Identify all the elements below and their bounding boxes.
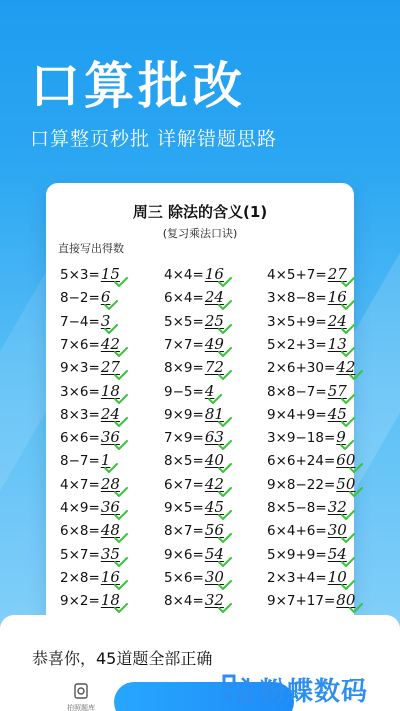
watermark-text: 粉蝶数码 — [260, 676, 369, 707]
problem-equation: 5×9+9= — [267, 546, 327, 563]
handwritten-answer: 48 — [100, 521, 120, 540]
handwritten-answer: 42 — [100, 334, 120, 353]
problem-item — [164, 399, 232, 423]
problem-equation: 6×6+24= — [267, 453, 336, 470]
problem-equation: 5×2+3= — [267, 336, 327, 353]
problem-equation: 4×9= — [60, 500, 100, 516]
problem-equation: 4×5+7= — [267, 267, 327, 283]
problem-equation: 4×4= — [164, 267, 204, 283]
handwritten-answer: 80 — [336, 591, 356, 610]
handwritten-answer: 32 — [327, 498, 347, 516]
handwritten-answer: 4 — [204, 381, 215, 400]
problem-item — [60, 445, 118, 469]
problem-equation: 5×3= — [60, 267, 100, 283]
handwritten-answer: 57 — [327, 381, 347, 400]
problem-item — [60, 515, 128, 539]
problem-equation: 3×5+9= — [267, 313, 327, 330]
problem-equation: 3×8−8= — [267, 290, 327, 307]
hero-subtitle: 口算整页秒批 详解错题思路 — [30, 128, 278, 150]
handwritten-answer: 24 — [327, 311, 347, 330]
photo-question-bank-icon[interactable] — [70, 683, 92, 699]
problem-equation: 3×6= — [60, 383, 100, 400]
problem-equation: 9×9= — [164, 406, 204, 423]
handwritten-answer: 81 — [204, 404, 224, 423]
problem-item — [60, 306, 118, 330]
handwritten-answer: 16 — [100, 567, 120, 586]
problem-item — [164, 422, 232, 446]
handwritten-answer: 35 — [100, 544, 120, 563]
problem-item — [164, 539, 232, 563]
problem-equation: 5×5= — [164, 313, 204, 330]
problem-item — [164, 585, 232, 609]
problem-equation: 8×4= — [164, 593, 204, 610]
problem-item — [267, 399, 355, 423]
problem-item — [164, 306, 232, 330]
problem-item — [60, 469, 128, 493]
problem-item — [267, 422, 354, 446]
problem-item — [267, 352, 363, 376]
problem-equation: 8×5= — [164, 453, 204, 470]
problem-equation: 5×6= — [164, 569, 204, 586]
handwritten-answer: 36 — [100, 428, 120, 447]
problem-item — [267, 306, 355, 330]
worksheet-instruction: 直接写出得数 — [58, 242, 124, 255]
handwritten-answer: 16 — [204, 265, 224, 283]
handwritten-answer: 1 — [100, 451, 111, 470]
problem-item — [164, 445, 232, 469]
watermark-logo-icon — [220, 672, 254, 706]
problem-item — [267, 539, 355, 563]
problem-equation: 6×8= — [60, 523, 100, 540]
handwritten-answer: 15 — [100, 265, 120, 283]
problem-equation: 9×7+17= — [267, 593, 336, 610]
problem-item — [60, 562, 128, 586]
problem-item — [164, 329, 232, 353]
problem-item — [267, 492, 355, 516]
handwritten-answer: 24 — [204, 288, 224, 307]
handwritten-answer: 72 — [204, 358, 224, 377]
handwritten-answer: 63 — [204, 428, 224, 447]
result-message: 恭喜你，45道题全部正确 — [32, 649, 213, 668]
worksheet-subtitle: (复习乘法口诀) — [162, 227, 238, 240]
correct-check-icon — [349, 603, 363, 613]
problem-equation: 2×6+30= — [267, 360, 336, 377]
problem-item — [267, 469, 363, 493]
hero-title: 口算批改 — [30, 57, 246, 115]
problem-item — [267, 282, 355, 306]
handwritten-answer: 30 — [204, 567, 224, 586]
problem-item — [267, 329, 355, 353]
problem-item — [60, 376, 128, 400]
problem-equation: 9×2= — [60, 593, 100, 610]
handwritten-answer: 18 — [100, 381, 120, 400]
problem-item — [164, 562, 232, 586]
problem-equation: 8×5−8= — [267, 500, 327, 516]
problem-item — [164, 515, 232, 539]
problem-item — [60, 259, 128, 283]
problem-equation: 3×9−18= — [267, 430, 336, 447]
problem-item — [267, 562, 355, 586]
handwritten-answer: 36 — [100, 498, 120, 516]
problem-item — [164, 469, 232, 493]
correct-check-icon — [114, 603, 128, 613]
problem-item — [60, 539, 128, 563]
problem-equation: 9−5= — [164, 383, 204, 400]
problem-equation: 8−2= — [60, 290, 100, 307]
handwritten-answer: 28 — [100, 474, 120, 493]
photo-question-bank-label[interactable]: 拍照题库 — [67, 704, 95, 711]
handwritten-answer: 54 — [204, 544, 224, 563]
problem-equation: 6×6= — [60, 430, 100, 447]
problem-item — [267, 376, 355, 400]
problem-item — [164, 352, 232, 376]
problem-equation: 6×4= — [164, 290, 204, 307]
handwritten-answer: 6 — [100, 288, 111, 307]
problem-item — [267, 585, 363, 609]
problem-equation: 5×7= — [60, 546, 100, 563]
handwritten-answer: 16 — [327, 288, 347, 307]
problem-item — [164, 492, 232, 516]
handwritten-answer: 42 — [336, 358, 356, 377]
handwritten-answer: 56 — [204, 521, 224, 540]
problem-equation: 2×8= — [60, 569, 100, 586]
problem-equation: 6×4+6= — [267, 523, 327, 540]
handwritten-answer: 13 — [327, 334, 347, 353]
correct-check-icon — [218, 603, 232, 613]
problem-equation: 7−4= — [60, 313, 100, 330]
problem-item — [267, 445, 363, 469]
problem-item — [60, 329, 128, 353]
problem-item — [60, 585, 128, 609]
handwritten-answer: 54 — [327, 544, 347, 563]
problem-equation: 8×8−7= — [267, 383, 327, 400]
handwritten-answer: 9 — [336, 428, 346, 447]
problem-equation: 9×5= — [164, 500, 204, 516]
problem-item — [267, 515, 355, 539]
handwritten-answer: 27 — [100, 358, 120, 377]
handwritten-answer: 42 — [204, 474, 224, 493]
problem-equation: 2×3+4= — [267, 569, 327, 586]
problem-item — [267, 259, 355, 283]
problem-item — [164, 259, 232, 283]
problem-item — [60, 282, 118, 306]
problem-item — [60, 422, 128, 446]
handwritten-answer: 25 — [204, 311, 224, 330]
handwritten-answer: 45 — [327, 404, 347, 423]
problem-equation: 9×8−22= — [267, 476, 336, 493]
handwritten-answer: 10 — [327, 567, 347, 586]
problem-equation: 8×7= — [164, 523, 204, 540]
problem-equation: 8×9= — [164, 360, 204, 377]
worksheet-title: 周三 除法的含义(1) — [132, 203, 268, 221]
problem-equation: 7×6= — [60, 336, 100, 353]
handwritten-answer: 3 — [100, 311, 111, 330]
handwritten-answer: 18 — [100, 591, 120, 610]
handwritten-answer: 50 — [336, 474, 356, 493]
problem-item — [60, 399, 128, 423]
handwritten-answer: 49 — [204, 334, 224, 353]
handwritten-answer: 60 — [336, 451, 356, 470]
handwritten-answer: 27 — [327, 265, 347, 283]
handwritten-answer: 32 — [204, 591, 224, 610]
problem-equation: 4×7= — [60, 476, 100, 493]
problem-equation: 9×3= — [60, 360, 100, 377]
problem-equation: 9×4+9= — [267, 406, 327, 423]
worksheet-card — [46, 183, 354, 615]
handwritten-answer: 30 — [327, 521, 347, 540]
problem-item — [60, 352, 128, 376]
handwritten-answer: 45 — [204, 498, 224, 516]
handwritten-answer: 24 — [100, 404, 120, 423]
problem-item — [164, 282, 232, 306]
problem-item — [60, 492, 128, 516]
problem-equation: 7×9= — [164, 430, 204, 447]
problem-equation: 8×3= — [60, 406, 100, 423]
problem-equation: 8−7= — [60, 453, 100, 470]
problem-equation: 6×7= — [164, 476, 204, 493]
problem-equation: 7×7= — [164, 336, 204, 353]
handwritten-answer: 40 — [204, 451, 224, 470]
problem-equation: 9×6= — [164, 546, 204, 563]
problem-item — [164, 376, 222, 400]
watermark — [220, 672, 368, 706]
